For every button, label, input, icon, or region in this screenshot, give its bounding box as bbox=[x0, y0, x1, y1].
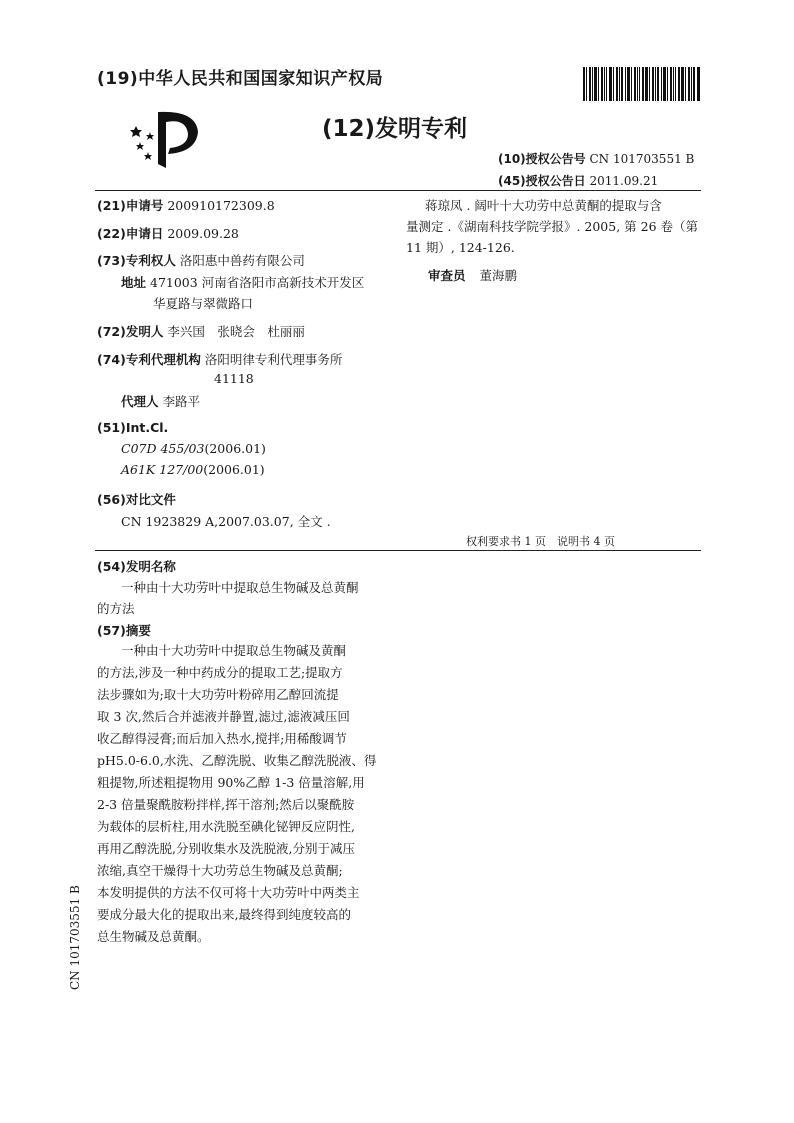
office-name: (19)中华人民共和国国家知识产权局 bbox=[97, 69, 384, 89]
examiner-value: 董海鹏 bbox=[479, 268, 518, 283]
sipo-logo bbox=[130, 108, 204, 168]
int-cl-code: C07D 455/03 bbox=[121, 441, 205, 456]
address-line-2: 华夏路与翠微路口 bbox=[153, 296, 254, 311]
header-divider bbox=[95, 190, 701, 191]
int-cl-label bbox=[97, 420, 168, 435]
abstract-line: 本发明提供的方法不仅可将十大功劳叶中两类主 bbox=[97, 885, 360, 900]
inventors-row bbox=[97, 322, 305, 340]
abstract-line: pH5.0-6.0,水洗、乙醇洗脱、收集乙醇洗脱液、得 bbox=[97, 753, 377, 768]
patentee-row bbox=[97, 251, 305, 269]
title-label-text: (54)发明名称 bbox=[97, 559, 176, 574]
reference-line-2: 量测定 .《湖南科技学院学报》. 2005, 第 26 卷（第 bbox=[406, 219, 699, 234]
application-date-value: 2009.09.28 bbox=[167, 226, 239, 241]
publication-number-row bbox=[498, 150, 694, 167]
side-publication-number: CN 101703551 B bbox=[68, 885, 82, 990]
agent-value: 李路平 bbox=[162, 394, 201, 409]
section-divider bbox=[95, 550, 701, 551]
publication-date-row bbox=[498, 172, 658, 189]
application-date-label: (22)申请日 bbox=[97, 226, 164, 241]
reference-line-1: 蒋琼凤 . 阔叶十大功劳中总黄酮的提取与含 bbox=[425, 198, 662, 213]
application-number-value: 200910172309.8 bbox=[167, 198, 275, 213]
int-cl-item-1 bbox=[121, 441, 266, 456]
pages-info: 权利要求书 1 页 说明书 4 页 bbox=[466, 535, 615, 548]
agency-label: (74)专利代理机构 bbox=[97, 352, 201, 367]
abstract-line: 要成分最大化的提取出来,最终得到纯度较高的 bbox=[97, 907, 351, 922]
abstract-label bbox=[97, 621, 151, 639]
agency-code: 41118 bbox=[214, 371, 254, 386]
invention-title-line-1: 一种由十大功劳叶中提取总生物碱及总黄酮 bbox=[121, 580, 359, 595]
cited-docs-label-text: (56)对比文件 bbox=[97, 492, 176, 507]
abstract-body bbox=[97, 640, 376, 948]
agent-label: 代理人 bbox=[121, 394, 159, 409]
cited-docs-label bbox=[97, 490, 176, 508]
publication-date-value: 2011.09.21 bbox=[589, 174, 659, 188]
application-number-label: (21)申请号 bbox=[97, 198, 164, 213]
address-line-1: 471003 河南省洛阳市高新技术开发区 bbox=[150, 275, 365, 290]
int-cl-item-2 bbox=[121, 462, 265, 477]
abstract-line: 粗提物,所述粗提物用 90%乙醇 1-3 倍量溶解,用 bbox=[97, 775, 365, 790]
cited-doc-1: CN 1923829 A,2007.03.07, 全文 . bbox=[121, 514, 331, 529]
address-row bbox=[121, 273, 364, 291]
int-cl-version: (2006.01) bbox=[203, 462, 265, 477]
publication-date-label: (45)授权公告日 bbox=[498, 174, 586, 188]
int-cl-code: A61K 127/00 bbox=[121, 462, 204, 477]
int-cl-version: (2006.01) bbox=[204, 441, 266, 456]
application-date-row bbox=[97, 224, 239, 242]
title-section-label bbox=[97, 557, 176, 575]
abstract-line: 取 3 次,然后合并滤液并静置,滤过,滤液减压回 bbox=[97, 709, 350, 724]
abstract-line: 浓缩,真空干燥得十大功劳总生物碱及总黄酮; bbox=[97, 863, 343, 878]
examiner-row bbox=[428, 266, 517, 284]
publication-number-label: (10)授权公告号 bbox=[498, 152, 586, 166]
agency-row bbox=[97, 350, 342, 368]
document-kind: (12)发明专利 bbox=[322, 116, 468, 142]
abstract-line: 再用乙醇洗脱,分别收集水及洗脱液,分别于减压 bbox=[97, 841, 355, 856]
abstract-line: 为载体的层析柱,用水洗脱至碘化铋钾反应阴性, bbox=[97, 819, 355, 834]
abstract-line: 总生物碱及总黄酮。 bbox=[97, 929, 210, 944]
int-cl-label-text: (51)Int.Cl. bbox=[97, 420, 169, 435]
inventors-label: (72)发明人 bbox=[97, 324, 164, 339]
abstract-label-text: (57)摘要 bbox=[97, 623, 151, 638]
abstract-line: 一种由十大功劳叶中提取总生物碱及黄酮 bbox=[121, 643, 347, 658]
invention-title-line-2: 的方法 bbox=[97, 601, 135, 616]
patentee-label: (73)专利权人 bbox=[97, 253, 176, 268]
agency-value: 洛阳明律专利代理事务所 bbox=[204, 352, 343, 367]
abstract-line: 法步骤如为;取十大功劳叶粉碎用乙醇回流提 bbox=[97, 687, 339, 702]
abstract-line: 2-3 倍量聚酰胺粉拌样,挥干溶剂;然后以聚酰胺 bbox=[97, 797, 355, 812]
examiner-label: 审查员 bbox=[428, 268, 466, 283]
address-label: 地址 bbox=[121, 275, 147, 290]
application-number-row bbox=[97, 196, 275, 214]
patentee-value: 洛阳惠中兽药有限公司 bbox=[179, 253, 305, 268]
barcode-image bbox=[583, 67, 700, 101]
abstract-line: 的方法,涉及一种中药成分的提取工艺;提取方 bbox=[97, 665, 343, 680]
publication-number-value: CN 101703551 B bbox=[589, 152, 695, 166]
abstract-line: 收乙醇得浸膏;而后加入热水,搅拌;用稀酸调节 bbox=[97, 731, 347, 746]
inventors-value: 李兴国 张晓会 杜丽丽 bbox=[167, 324, 305, 339]
agent-row bbox=[121, 392, 200, 410]
reference-line-3: 11 期）, 124-126. bbox=[406, 240, 515, 255]
